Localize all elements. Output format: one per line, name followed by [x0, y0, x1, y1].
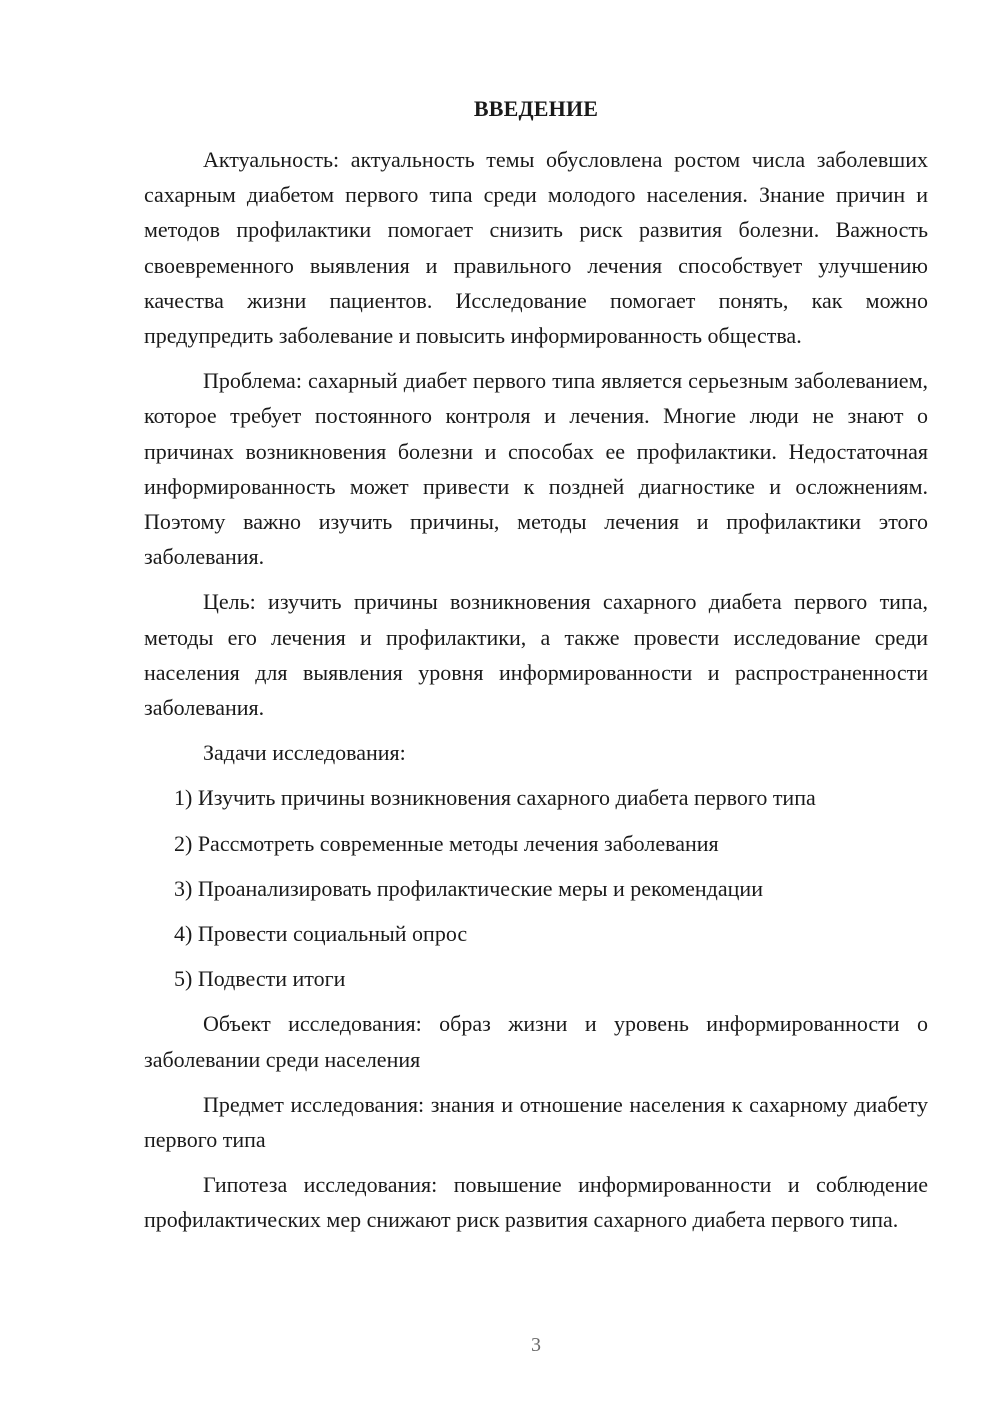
goal-paragraph: Цель: изучить причины возникновения сахарного диабета первого типа, методы его лечения и профилактики, а также провести исследование среди населения для выявления уровня информированности и распространенности заболевания. — [144, 589, 928, 721]
task-item-3: 3) Проанализировать профилактические меры и рекомендации — [174, 875, 763, 901]
document-body — [144, 142, 928, 1248]
hypothesis-paragraph: Гипотеза исследования: повышение информированности и соблюдение профилактических мер снижают риск развития сахарного диабета первого типа. — [144, 1172, 928, 1233]
relevance-paragraph: Актуальность: актуальность темы обусловлена ростом числа заболевших сахарным диабетом первого типа среди молодого населения. Знание причин и методов профилактики помогает снизить риск развития болезни. Важность своевременного выявления и правильного лечения способствует улучшению качества жизни пациентов. Исследование помогает понять, как можно предупредить заболевание и повысить информированность общества. — [144, 147, 928, 349]
problem-paragraph: Проблема: сахарный диабет первого типа является серьезным заболеванием, которое требует постоянного контроля и лечения. Многие люди не знают о причинах возникновения болезни и способах ее профилактики. Недостаточная информированность может привести к поздней диагностике и осложнениям. Поэтому важно изучить причины, методы лечения и профилактики этого заболевания. — [144, 368, 928, 570]
page-title: ВВЕДЕНИЕ — [473, 96, 599, 121]
task-item-2: 2) Рассмотреть современные методы лечения заболевания — [174, 830, 719, 856]
page-number: 3 — [531, 1334, 541, 1356]
tasks-heading: Задачи исследования: — [203, 740, 406, 766]
task-item-4: 4) Провести социальный опрос — [174, 921, 468, 947]
task-item-5: 5) Подвести итоги — [174, 966, 346, 992]
object-paragraph: Объект исследования: образ жизни и уровень информированности о заболевании среди населения — [144, 1011, 928, 1072]
task-item-1: 1) Изучить причины возникновения сахарного диабета первого типа — [174, 785, 816, 811]
subject-paragraph: Предмет исследования: знания и отношение населения к сахарному диабету первого типа — [144, 1091, 928, 1153]
